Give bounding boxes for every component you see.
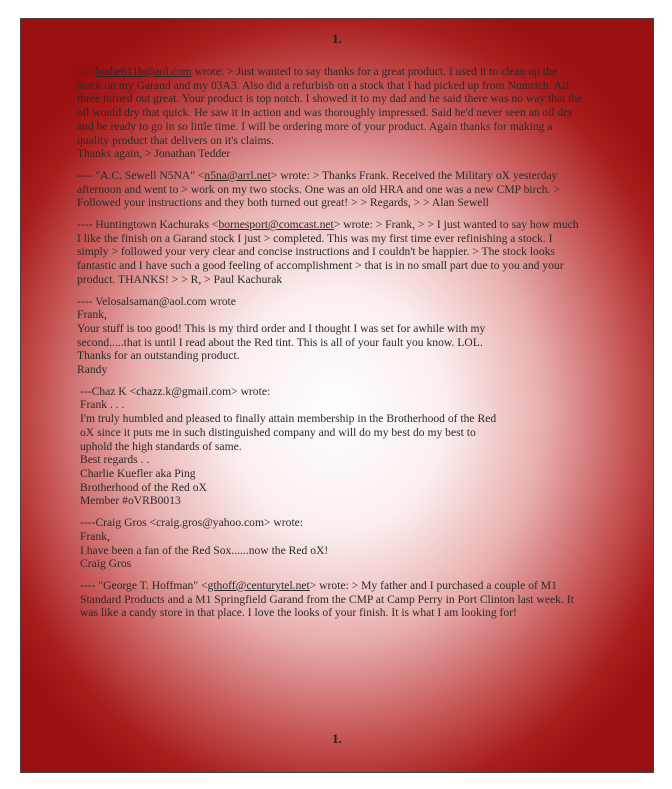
entry-body: > wrote: > Thanks Frank. Received the Military oX yesterday afternoon and went to > work on my two stocks. One was an old HRA and one was a new CMP birch. > Followed your instructions and they both turned out great! > > Regards, > > Alan Sewell xyxy=(77,168,560,210)
entry-line: oX since it puts me in such distinguished company and will do my best do my best to xyxy=(80,425,476,439)
page-number-bottom: 1. xyxy=(332,731,342,746)
testimonial-kachurak xyxy=(77,218,583,287)
entry-line: Your stuff is too good! This is my third order and I thought I was set for awhile with my xyxy=(77,321,486,335)
entry-line: Charlie Kuefler aka Ping xyxy=(80,466,196,480)
entry-prefix: ---- "A.C. Sewell N5NA" < xyxy=(77,168,205,182)
testimonial-craig xyxy=(77,516,583,571)
entry-line: Frank, xyxy=(80,529,110,543)
entry-body: > wrote: > My father and I purchased a couple of M1 Standard Products and a M1 Springfield Garand from the CMP at Camp Perry in Port Clinton last week. It was like a candy store in that place. I love the looks of your finish. It is what I am looking for! xyxy=(80,578,574,620)
entry-closing: Thanks again, > Jonathan Tedder xyxy=(77,147,231,161)
testimonials-list xyxy=(77,65,583,628)
entry-body: > wrote: > Frank, > > I just wanted to say how much I like the finish on a Garand stock I just > completed. This was my first time ever refinishing a stock. I simply > followed your very clear and concise instructions and I couldn't be happier. > The stock looks fantastic and I have such a good feeling of accomplishment > that is in no small part due to you and your product. THANKS! > > R, > Paul Kachurak xyxy=(77,218,579,286)
testimonial-bodie xyxy=(77,65,583,161)
entry-body: wrote: > Just wanted to say thanks for a great product. I used it to clean up the stock on my Garand and my 03A3. Also did a refurbish on a stock that I had picked up from Numrich. All three turned out great. Your product is top notch. I showed it to my dad and he said there was no way that the oil would dry that quick. He saw it in action and was thoroughly impressed. Said he'd never seen an oil dry and be ready to go in so little time. I will be ordering more of your product. Again thanks for making a quality product that delivers on it's claims. xyxy=(77,65,583,147)
testimonial-sewell xyxy=(77,169,583,210)
entry-line: Best regards . . xyxy=(80,453,150,467)
entry-line: Craig Gros xyxy=(80,557,132,571)
email-link[interactable]: bodie611b@aol.com xyxy=(95,65,192,78)
entry-prefix: ---- xyxy=(77,65,96,78)
entry-line: Brotherhood of the Red oX xyxy=(80,480,207,494)
entry-line: Randy xyxy=(77,363,108,377)
entry-line: I'm truly humbled and pleased to finally attain membership in the Brotherhood of the Red xyxy=(80,412,497,426)
entry-line: second.....that is until I read about the Red tint. This is all of your fault you know. LOL. xyxy=(77,335,483,349)
email-link[interactable]: bornesport@comcast.net xyxy=(218,218,334,232)
testimonial-randy xyxy=(77,295,583,377)
entry-line: uphold the high standards of same. xyxy=(80,439,242,453)
entry-line: Frank . . . xyxy=(80,398,125,412)
document-page xyxy=(20,18,654,773)
entry-line: Frank, xyxy=(77,308,107,322)
testimonial-hoffman xyxy=(77,579,583,620)
email-link[interactable]: n5na@arrl.net xyxy=(204,168,271,182)
testimonial-chaz xyxy=(77,385,583,508)
page-number-top: 1. xyxy=(332,31,342,46)
entry-line: ---- Velosalsaman@aol.com wrote xyxy=(77,294,236,308)
entry-line: ----Craig Gros <craig.gros@yahoo.com> wrote: xyxy=(80,516,304,530)
entry-line: I have been a fan of the Red Sox......now the Red oX! xyxy=(80,543,329,557)
entry-prefix: ---- Huntingtown Kachuraks < xyxy=(77,218,219,232)
entry-prefix: ---- "George T. Hoffman" < xyxy=(80,578,208,592)
entry-line: Thanks for an outstanding product. xyxy=(77,349,240,363)
entry-line: ---Chaz K <chazz.k@gmail.com> wrote: xyxy=(80,384,271,398)
entry-line: Member #oVRB0013 xyxy=(80,494,181,508)
email-link[interactable]: gthoff@centurytel.net xyxy=(207,578,310,592)
